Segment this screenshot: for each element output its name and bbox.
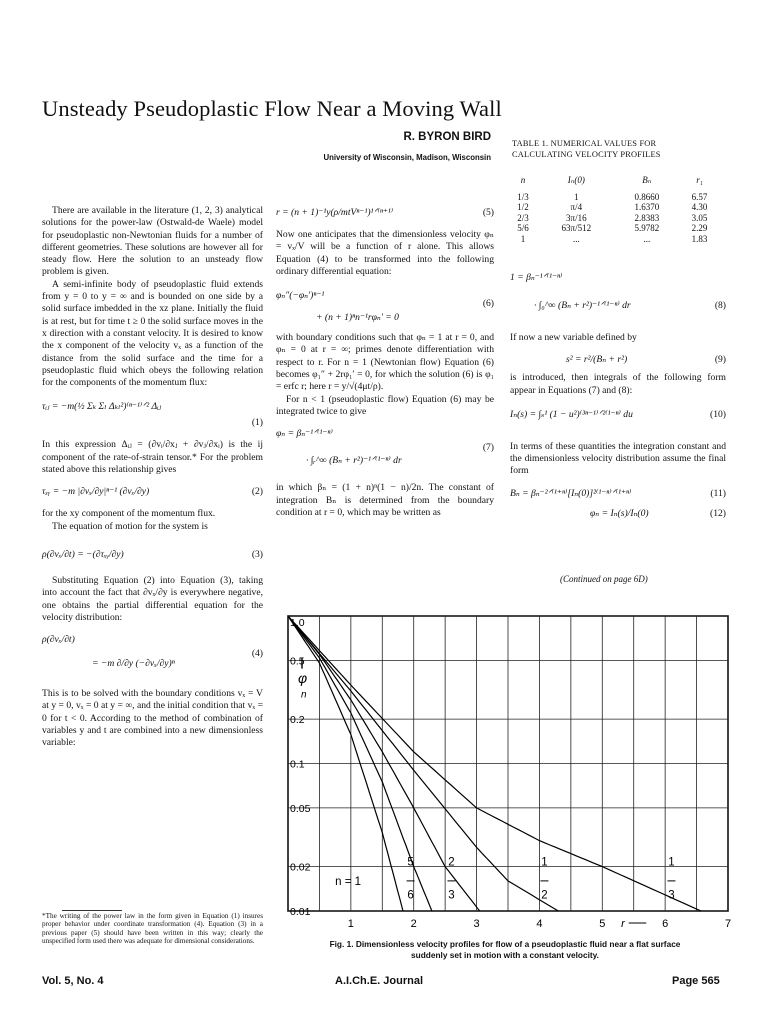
paragraph: with boundary conditions such that φₙ = 1 at r = 0, and φₙ = 0 at r = ∞; primes denote differentiation with respect to r. For n = 1 (Newtonian flow) Equation (6) becomes φ₁″ + 2rφ₁′ = 0, for which the solution (6) is φ₁ = erfc r; here r = y/√(4μt/ρ). bbox=[276, 332, 494, 393]
table-cell: 2.8383 bbox=[634, 212, 660, 223]
x-tick-label: 7 bbox=[724, 918, 732, 930]
equation-number: (5) bbox=[482, 207, 494, 218]
table-cell: ... bbox=[572, 233, 580, 244]
paragraph: In this expression Δᵢⱼ = (∂vᵢ/∂xⱼ + ∂vⱼ/∂xᵢ) is the ij component of the rate-of-strain tensor.* For the problem stated above this relationship gives bbox=[42, 439, 263, 476]
column-2 bbox=[276, 205, 494, 519]
equation-text: φₙ = Iₙ(s)/Iₙ(0) bbox=[590, 507, 649, 519]
table-cell: 1.83 bbox=[691, 233, 708, 244]
paragraph: A semi-infinite body of pseudoplastic fluid extends from y = 0 to y = ∞ and is bounded on one side by a solid surface imbedded in the xz plane. Initially the fluid is at rest, but for time t ≥ 0 the solid surface moves in the x direction with a constant velocity. It is desired to know the x component of the velocity vₓ as a function of the distance from the solid surface and the time for a pseudoplastic fluid which obeys the following relation for the components of the momentum flux: bbox=[42, 278, 263, 389]
equation-text: Bₙ = βₙ⁻²ᐟ⁽¹⁺ⁿ⁾[Iₙ(0)]²⁽¹⁻ⁿ⁾ᐟ⁽¹⁺ⁿ⁾ bbox=[510, 487, 632, 499]
x-tick-label: 2 bbox=[410, 918, 417, 930]
continued-note: (Continued on page 6D) bbox=[560, 574, 648, 584]
equation-text: φₙ = βₙ⁻¹ᐟ⁽¹⁻ⁿ⁾ bbox=[276, 428, 333, 440]
table-cell: ... bbox=[643, 233, 651, 244]
equation-number: (6) bbox=[482, 298, 494, 310]
column-header: n bbox=[520, 175, 526, 185]
table-cell: 5/6 bbox=[517, 223, 529, 233]
table-cell: 6.57 bbox=[691, 191, 708, 202]
table-cell: 1/2 bbox=[517, 202, 529, 212]
column-1 bbox=[42, 205, 263, 750]
table-cell: 1/3 bbox=[517, 191, 529, 202]
figure-caption bbox=[280, 939, 730, 961]
equation-text: = −m ∂/∂y (−∂vₓ/∂y)ⁿ bbox=[92, 658, 175, 670]
equation-8 bbox=[510, 272, 726, 326]
chart-grid bbox=[288, 616, 728, 911]
y-tick-label: 0.01 bbox=[290, 906, 311, 918]
curve-label-n23-den: 3 bbox=[448, 889, 455, 902]
y-tick-label: 0.1 bbox=[290, 758, 305, 771]
x-tick-label: 4 bbox=[536, 918, 543, 930]
curve-label-n13 bbox=[667, 857, 675, 902]
paragraph: This is to be solved with the boundary conditions vₓ = V at y = 0, vₓ = 0 at y = ∞, and the initial condition that vₓ = 0 for t < 0. According to the method of combination of variables y and t are combined into a new dimensionless variable: bbox=[42, 688, 263, 749]
chart-labels bbox=[298, 658, 675, 930]
equation-2 bbox=[42, 486, 263, 508]
equation-number: (2) bbox=[251, 486, 263, 498]
table-cell: 3.05 bbox=[691, 212, 708, 223]
equation-text: s² = r²/(Bₙ + r²) bbox=[566, 354, 628, 366]
paragraph: The equation of motion for the system is bbox=[52, 520, 208, 532]
x-axis-label: r bbox=[621, 918, 625, 930]
table-row bbox=[508, 202, 720, 213]
table-cell: 3π/16 bbox=[566, 212, 587, 223]
column-header: Bₙ bbox=[642, 175, 652, 185]
equation-7 bbox=[276, 428, 494, 476]
paragraph: There are available in the literature (1, 2, 3) analytical solutions for the power-law (Ostwald-de Waele) model for pseudoplastic non-Newtonian fluids for a number of different geometries. These solutions are however all for steady flow. Here the solution to an unsteady flow problem is given. bbox=[42, 205, 263, 278]
table-cell: 2.29 bbox=[691, 223, 708, 233]
equation-3 bbox=[42, 549, 263, 575]
caption-line: CALCULATING VELOCITY PROFILES bbox=[512, 150, 661, 159]
curve-label-n56-num: 5 bbox=[407, 856, 414, 869]
equation-text: τₓᵧ = −m |∂vₓ/∂y|ⁿ⁻¹ (∂vₓ/∂y) bbox=[42, 486, 150, 498]
column-header: r₁ bbox=[696, 175, 703, 185]
equation-text: ρ(∂vₓ/∂t) bbox=[42, 634, 75, 646]
table-row bbox=[508, 223, 720, 234]
equation-text: Iₙ(s) = ∫ₛ¹ (1 − u²)⁽³ⁿ⁻¹⁾ᐟ²⁽¹⁻ⁿ⁾ du bbox=[510, 408, 633, 420]
equation-number: (7) bbox=[482, 442, 494, 454]
y-tick-label: 1.0 bbox=[290, 617, 305, 629]
curve-label-n12-num: 1 bbox=[541, 856, 548, 869]
equation-text: r = (n + 1)⁻¹y(ρ/mtVⁿ⁻¹)¹ᐟ⁽ⁿ⁺¹⁾ bbox=[276, 207, 394, 218]
caption-line: Fig. 1. Dimensionless velocity profiles for flow of a pseudoplastic fluid near a flat surface bbox=[329, 939, 681, 949]
curve-label-n12-den: 2 bbox=[541, 889, 548, 902]
curve-label-n1: n = 1 bbox=[335, 876, 362, 889]
table-row bbox=[508, 213, 720, 224]
x-tick-label: 3 bbox=[473, 918, 480, 930]
article-title: Unsteady Pseudoplastic Flow Near a Moving Wall bbox=[42, 96, 502, 121]
equation-text: τᵢⱼ = −m(½ Σₖ Σₗ Δₖₗ²)⁽ⁿ⁻¹⁾ᐟ² Δᵢⱼ bbox=[42, 401, 162, 413]
y-tick-label: 0.02 bbox=[290, 861, 311, 874]
caption-line: TABLE 1. NUMERICAL VALUES FOR bbox=[512, 139, 657, 148]
table-1 bbox=[508, 175, 720, 244]
equation-text: + (n + 1)ⁿn⁻¹rφₙ′ = 0 bbox=[316, 312, 399, 324]
equation-text: φₙ″(−φₙ′)ⁿ⁻¹ bbox=[276, 290, 325, 302]
equation-4 bbox=[42, 634, 263, 678]
table-cell: 1.6370 bbox=[634, 202, 660, 212]
y-axis-label: φ bbox=[298, 670, 308, 687]
equation-number: (8) bbox=[714, 300, 726, 311]
table-row bbox=[508, 192, 720, 203]
column-header: Iₙ(0) bbox=[567, 175, 585, 185]
equation-number: (12) bbox=[710, 507, 726, 519]
curve-label-n56-den: 6 bbox=[407, 889, 414, 902]
curve-label-n13-num: 1 bbox=[668, 856, 675, 869]
paragraph: Now one anticipates that the dimensionless velocity φₙ = vₓ/V will be a function of r alone. This allows Equation (4) to be transformed into the following ordinary differential equation: bbox=[276, 229, 494, 277]
footnote: *The writing of the power law in the form given in Equation (1) insures proper behavior under coordinate transformation (4). Equation (3) in a previous paper (5) should have been written in this way; clearly the unspecified form used there was adequate for dimensional considerations. bbox=[42, 912, 263, 946]
footer-journal: A.I.Ch.E. Journal bbox=[335, 975, 424, 987]
x-tick-label: 6 bbox=[662, 918, 669, 930]
equation-number: (11) bbox=[710, 487, 726, 499]
footer-page: Page 565 bbox=[672, 975, 720, 987]
paragraph: For n < 1 (pseudoplastic flow) Equation (6) may be integrated twice to give bbox=[276, 393, 494, 417]
equation-number: (3) bbox=[251, 548, 263, 560]
footnote-rule bbox=[62, 910, 122, 911]
table-row bbox=[508, 234, 720, 245]
equation-text: · ∫₀^∞ (Bₙ + r²)⁻¹ᐟ⁽¹⁻ⁿ⁾ dr bbox=[534, 300, 631, 312]
table-cell: 0.8660 bbox=[634, 191, 660, 202]
table-cell: 1 bbox=[574, 191, 579, 202]
equation-number: (10) bbox=[710, 408, 726, 420]
equation-text: · ∫ᵣ^∞ (Bₙ + r²)⁻¹ᐟ⁽¹⁻ⁿ⁾ dr bbox=[306, 454, 402, 466]
equation-9 bbox=[510, 354, 726, 372]
curve-label-n12 bbox=[540, 857, 548, 902]
footer-volume: Vol. 5, No. 4 bbox=[42, 975, 104, 987]
table-cell: 5.9782 bbox=[634, 223, 660, 233]
equation-10 bbox=[510, 409, 726, 441]
column-3 bbox=[510, 272, 726, 528]
author-affiliation: University of Wisconsin, Madison, Wisconsin bbox=[323, 153, 491, 162]
equation-text: 1 = βₙ⁻¹ᐟ⁽¹⁻ⁿ⁾ bbox=[510, 272, 563, 283]
y-tick-label: 0.2 bbox=[290, 714, 305, 727]
curve-label-n13-den: 3 bbox=[668, 889, 675, 902]
equation-12 bbox=[510, 508, 726, 528]
table-header-row bbox=[508, 175, 720, 192]
equation-6 bbox=[276, 290, 494, 326]
paragraph: for the xy component of the momentum flux. bbox=[42, 508, 216, 520]
equation-number: (1) bbox=[251, 417, 263, 429]
paragraph: in which βₙ = (1 + n)ⁿ(1 − n)/2n. The constant of integration Bₙ is determined from the boundary condition at r = 0, which may be written as bbox=[276, 482, 494, 518]
table-cell: 63π/512 bbox=[561, 223, 592, 233]
y-axis-subscript: n bbox=[301, 689, 307, 701]
table-cell: 1 bbox=[520, 233, 526, 244]
curve-label-n23-num: 2 bbox=[448, 856, 455, 869]
equation-number: (9) bbox=[714, 354, 726, 366]
paragraph: In terms of these quantities the integration constant and the dimensionless velocity distribution assume the final form bbox=[510, 440, 726, 477]
equation-1 bbox=[42, 401, 263, 431]
equation-5 bbox=[276, 207, 494, 225]
table-cell: π/4 bbox=[570, 202, 583, 212]
x-tick-label: 1 bbox=[347, 918, 354, 930]
table-caption bbox=[512, 138, 722, 160]
y-tick-label: 0.5 bbox=[290, 655, 305, 668]
figure-1-chart bbox=[280, 608, 732, 933]
table-cell: 2/3 bbox=[517, 212, 529, 223]
equation-number: (4) bbox=[251, 648, 263, 660]
caption-line: suddenly set in motion with a constant velocity. bbox=[411, 950, 599, 960]
equation-text: ρ(∂vₓ/∂t) = −(∂τₓᵧ/∂y) bbox=[42, 548, 124, 560]
table-cell: 4.30 bbox=[691, 202, 708, 212]
author-name: R. BYRON BIRD bbox=[403, 131, 491, 143]
paragraph: Substituting Equation (2) into Equation (3), taking into account the fact that ∂vₓ/∂y is everywhere negative, one obtains the partial differential equation for the velocity distribution: bbox=[42, 574, 263, 623]
paragraph: If now a new variable defined by bbox=[510, 332, 637, 343]
x-tick-label: 5 bbox=[599, 918, 606, 930]
equation-11 bbox=[510, 488, 726, 508]
y-tick-label: 0.05 bbox=[290, 802, 311, 815]
paragraph: is introduced, then integrals of the following form appear in Equations (7) and (8): bbox=[510, 372, 726, 396]
